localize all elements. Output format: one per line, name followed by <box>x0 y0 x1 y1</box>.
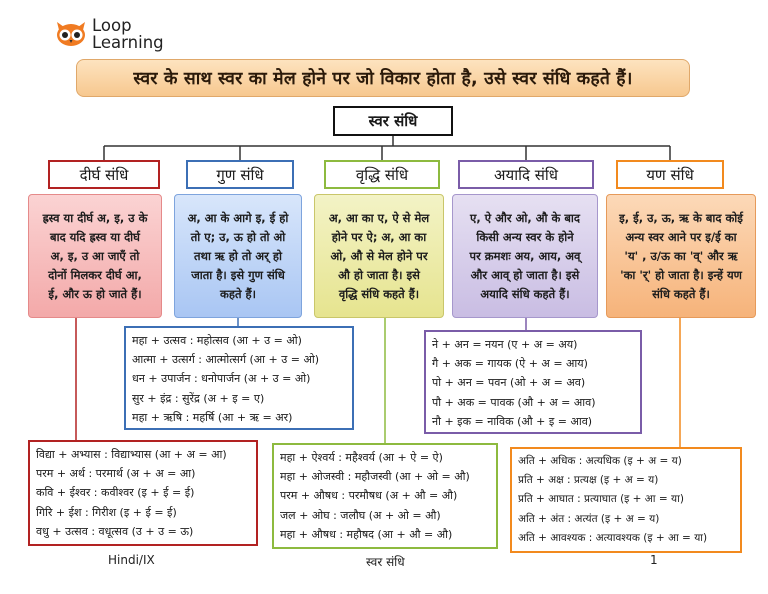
desc-line: और आव् हो जाता है। इसे <box>470 267 580 282</box>
loop-learning-logo <box>56 17 196 61</box>
desc-line: अ, आ का ए, ऐ से मेल <box>328 210 430 225</box>
example-item: महा + औषध : महौषद (आ + औ = औ) <box>280 527 453 541</box>
desc-line: अ, इ, उ आ जाएँ तो <box>50 248 140 263</box>
example-item: कवि + ईश्वर : कवीश्वर (इ + ई = ई) <box>36 486 195 500</box>
examples-dirgh <box>28 440 258 546</box>
example-item: वधु + उत्सव : वधूत्सव (उ + उ = ऊ) <box>36 524 194 538</box>
desc-line: किसी अन्य स्वर के होने <box>476 229 574 244</box>
desc-line: जाता है। इसे गुण संधि <box>191 267 285 282</box>
header-gun: गुण संधि <box>186 160 294 189</box>
root-node: स्वर संधि <box>333 106 453 136</box>
examples-ayadi <box>424 330 642 434</box>
desc-line: औ हो जाता है। इसे <box>338 267 420 282</box>
example-item: विद्या + अभ्यास : विद्याभ्यास (आ + अ = आ) <box>36 448 227 461</box>
desc-line: ओ, औ से मेल होने पर <box>330 248 428 263</box>
header-yan: यण संधि <box>616 160 724 189</box>
desc-gun <box>174 194 302 318</box>
desc-line: ह्रस्व या दीर्घ अ, इ, उ के <box>42 210 148 225</box>
example-item: जल + ओघ : जलौघ (अ + ओ = औ) <box>280 508 441 522</box>
desc-line: बाद यदि ह्रस्व या दीर्घ <box>50 229 140 244</box>
example-item: पो + अन = पवन (ओ + अ = अव) <box>432 376 586 390</box>
header-dirgh: दीर्घ संधि <box>48 160 160 189</box>
example-item: आत्मा + उत्सर्ग : आत्मोत्सर्ग (आ + उ = ओ) <box>132 353 320 367</box>
example-item: प्रति + अक्ष : प्रत्यक्ष (इ + अ = य) <box>518 474 659 487</box>
example-item: परम + औषध : परमौषध (अ + औ = औ) <box>280 489 458 503</box>
example-item: परम + अर्थ : परमार्थ (अ + अ = आ) <box>36 467 196 481</box>
header-vriddhi: वृद्धि संधि <box>324 160 440 189</box>
footer-topic: स्वर संधि <box>366 555 405 569</box>
example-item: महा + ऐश्वर्य : महैश्वर्य (आ + ऐ = ऐ) <box>280 451 443 464</box>
example-item: अति + अधिक : अत्यधिक (इ + अ = य) <box>518 455 682 467</box>
desc-line: अयादि संधि कहते हैं। <box>480 286 570 301</box>
example-item: ने + अन = नयन (ए + अ = अय) <box>432 338 578 351</box>
example-item: सुर + इंद्र : सुरेंद्र (अ + इ = ए) <box>132 391 265 405</box>
desc-line: कहते हैं। <box>220 286 256 301</box>
example-item: महा + उत्सव : महोत्सव (आ + उ = ओ) <box>132 334 302 347</box>
logo-text <box>92 17 164 51</box>
desc-line: अ, आ के आगे इ, ई हो <box>187 210 289 225</box>
desc-line: अन्य स्वर आने पर इ/ई का <box>625 229 737 244</box>
desc-line: तथा ऋ हो तो अर् हो <box>194 248 282 263</box>
desc-dirgh <box>28 194 162 318</box>
example-item: महा + ऋषि : महर्षि (आ + ऋ = अर) <box>132 410 293 424</box>
desc-line: होने पर ऐ; अ, आ का <box>331 229 427 244</box>
example-item: प्रति + आघात : प्रत्याघात (इ + आ = या) <box>518 493 684 506</box>
example-item: नौ + इक = नाविक (औ + इ = आव) <box>432 414 593 428</box>
definition-banner: स्वर के साथ स्वर का मेल होने पर जो विकार होता है, उसे स्वर संधि कहते हैं। <box>76 59 690 97</box>
desc-line: इ, ई, उ, ऊ, ऋ के बाद कोई <box>619 210 743 225</box>
desc-line: दोनों मिलकर दीर्घ आ, <box>48 267 142 282</box>
desc-ayadi <box>452 194 598 318</box>
footer-page-number: 1 <box>650 553 658 567</box>
example-item: अति + अंत : अत्यंत (इ + अ = य) <box>518 512 660 525</box>
desc-line: संधि कहते हैं। <box>652 286 710 301</box>
example-item: धन + उपार्जन : धनोपार्जन (अ + उ = ओ) <box>132 372 311 386</box>
logo-line-2: Learning <box>92 33 164 52</box>
header-ayadi: अयादि संधि <box>458 160 594 189</box>
desc-yan <box>606 194 756 318</box>
examples-gun <box>124 326 354 430</box>
examples-vriddhi <box>272 443 498 549</box>
example-item: गिरि + ईश : गिरीश (इ + ई = ई) <box>36 505 177 519</box>
desc-line: 'का 'र्' हो जाता है। इन्हें यण <box>620 267 742 282</box>
desc-line: तो ए; उ, ऊ हो तो ओ <box>190 229 286 244</box>
desc-vriddhi <box>314 194 444 318</box>
logo-line-1: Loop <box>92 16 132 35</box>
example-item: अति + आवश्यक : अत्यावश्यक (इ + आ = या) <box>518 531 708 544</box>
footer-subject: Hindi/IX <box>108 553 155 567</box>
desc-line: ए, ऐ और ओ, औ के बाद <box>470 210 580 225</box>
example-item: महा + ओजस्वी : महौजस्वी (आ + ओ = औ) <box>280 470 470 484</box>
desc-line: ई, और ऊ हो जाते हैं। <box>48 286 142 301</box>
desc-line: 'य' , उ/ऊ का 'व्' और ऋ <box>624 248 738 263</box>
desc-line: वृद्धि संधि कहते हैं। <box>338 286 420 301</box>
owl-icon <box>56 21 86 47</box>
example-item: पौ + अक = पावक (औ + अ = आव) <box>432 395 596 409</box>
examples-yan <box>510 447 742 553</box>
desc-line: पर क्रमशः अय, आय, अव् <box>469 248 581 263</box>
example-item: गै + अक = गायक (ऐ + अ = आय) <box>432 357 588 371</box>
